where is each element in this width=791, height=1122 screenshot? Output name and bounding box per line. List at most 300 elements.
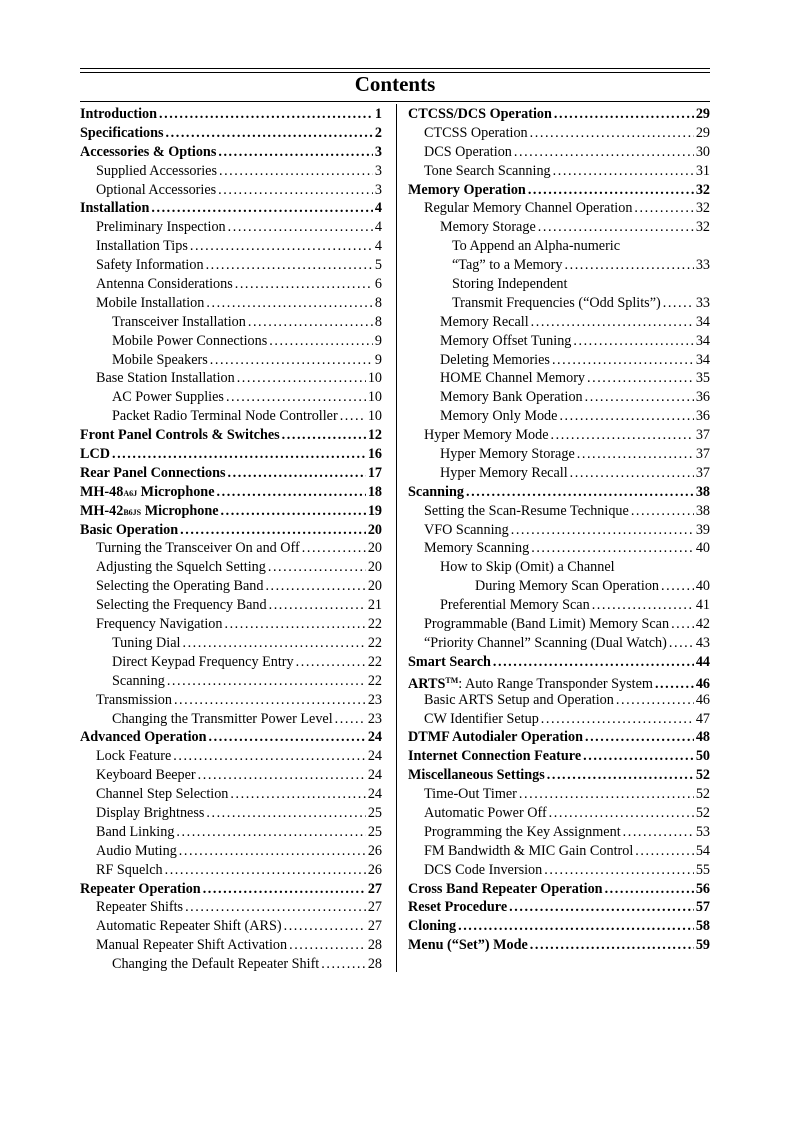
dot-leader: [577, 445, 694, 464]
toc-entry-text: Scanning: [112, 672, 165, 689]
toc-entry-title: [408, 917, 456, 936]
dot-leader: [553, 162, 694, 181]
toc-entry[interactable]: [80, 936, 382, 955]
toc-entry[interactable]: [408, 275, 710, 294]
toc-entry-text: Antenna Considerations: [96, 276, 233, 293]
toc-page-number: 42: [695, 616, 710, 633]
toc-entry-title: [96, 237, 188, 256]
toc-entry[interactable]: [408, 558, 710, 577]
toc-entry-text: Display Brightness: [96, 804, 205, 821]
toc-page-number: 46: [695, 691, 710, 708]
toc-page-number: 57: [695, 899, 710, 916]
toc-entry[interactable]: [80, 464, 382, 483]
toc-entry-text: Time-Out Timer: [424, 786, 517, 803]
toc-entry-title: [440, 218, 536, 237]
toc-entry-title: [80, 521, 178, 540]
toc-entry[interactable]: [408, 521, 710, 540]
toc-page-number: 27: [367, 899, 382, 916]
toc-entry[interactable]: [80, 256, 382, 275]
toc-entry[interactable]: [408, 596, 710, 615]
toc-entry-title: [96, 218, 226, 237]
toc-entry[interactable]: [408, 710, 710, 729]
dot-leader: [289, 936, 366, 955]
toc-entry[interactable]: [408, 483, 710, 502]
dot-leader: [671, 615, 694, 634]
toc-entry-text: Transmit Frequencies (“Odd Splits”): [452, 294, 661, 311]
toc-entry-text: Audio Muting: [96, 842, 177, 859]
toc-page-number: 28: [367, 956, 382, 973]
toc-entry[interactable]: [80, 955, 382, 974]
dot-leader: [235, 275, 373, 294]
toc-entry[interactable]: [80, 653, 382, 672]
toc-page-number: 28: [367, 937, 382, 954]
toc-page-number: 41: [695, 597, 710, 614]
toc-entry-text: Changing the Default Repeater Shift: [112, 956, 320, 973]
toc-entry-title: [424, 842, 633, 861]
dot-leader: [218, 181, 373, 200]
toc-page-number: 55: [695, 861, 710, 878]
toc-entry-title: [96, 369, 235, 388]
toc-entry-text: Safety Information: [96, 257, 204, 274]
toc-entry-text: Advanced Operation: [80, 729, 207, 746]
dot-leader: [112, 445, 366, 464]
toc-page-number: 22: [367, 634, 382, 651]
toc-page-number: 2: [374, 124, 382, 141]
toc-right-column: [408, 105, 710, 955]
toc-page-number: 10: [367, 408, 382, 425]
toc-page-number: 47: [695, 710, 710, 727]
toc-entry[interactable]: [80, 691, 382, 710]
toc-entry-title: [440, 332, 571, 351]
toc-entry-text: Manual Repeater Shift Activation: [96, 937, 288, 954]
toc-entry[interactable]: [408, 294, 710, 313]
header-rule-bottom: [80, 101, 710, 102]
toc-entry[interactable]: [408, 653, 710, 672]
toc-entry[interactable]: [408, 747, 710, 766]
toc-entry[interactable]: [408, 332, 710, 351]
toc-page-number: 20: [367, 540, 382, 557]
dot-leader: [530, 936, 694, 955]
toc-entry[interactable]: [80, 313, 382, 332]
toc-entry[interactable]: [80, 483, 382, 502]
toc-page-number: 44: [695, 653, 710, 670]
dot-leader: [466, 483, 694, 502]
toc-entry-title: [96, 577, 263, 596]
toc-entry-text: Selecting the Operating Band: [96, 578, 264, 595]
toc-entry-title: [408, 747, 581, 766]
toc-page-number: 16: [367, 446, 382, 463]
toc-entry-title: [440, 445, 575, 464]
toc-entry[interactable]: [80, 804, 382, 823]
toc-page-number: 3: [374, 181, 382, 198]
toc-entry[interactable]: [408, 445, 710, 464]
toc-page-number: 8: [374, 313, 382, 330]
toc-entry-text: Automatic Repeater Shift (ARS): [96, 918, 282, 935]
toc-page-number: 1: [374, 106, 382, 122]
toc-entry[interactable]: [408, 143, 710, 162]
toc-entry-title: [96, 804, 204, 823]
toc-page-number: 37: [695, 427, 710, 444]
toc-entry-text: “Tag” to a Memory: [452, 257, 563, 274]
toc-entry-title: [112, 710, 333, 729]
dot-leader: [180, 521, 366, 540]
toc-page-number: 6: [374, 276, 382, 293]
toc-entry-text: Preliminary Inspection: [96, 219, 226, 236]
toc-entry[interactable]: [408, 426, 710, 445]
toc-entry[interactable]: [80, 502, 382, 521]
toc-entry-title: [80, 445, 110, 464]
toc-entry[interactable]: [80, 577, 382, 596]
toc-entry[interactable]: [408, 917, 710, 936]
toc-entry[interactable]: [80, 880, 382, 899]
toc-entry[interactable]: [408, 218, 710, 237]
toc-page-number: 38: [695, 502, 710, 519]
toc-entry[interactable]: [80, 445, 382, 464]
toc-entry-title: [452, 256, 563, 275]
toc-entry[interactable]: [80, 728, 382, 747]
dot-leader: [528, 181, 694, 200]
toc-entry-title: [408, 936, 528, 955]
toc-entry-text: Frequency Navigation: [96, 616, 223, 633]
toc-entry[interactable]: [80, 842, 382, 861]
toc-page-number: 18: [367, 483, 382, 500]
toc-page-number: 33: [695, 257, 710, 274]
dot-leader: [583, 747, 694, 766]
dot-leader: [493, 653, 694, 672]
toc-entry-text: Programmable (Band Limit) Memory Scan: [424, 616, 670, 633]
toc-entry[interactable]: [80, 294, 382, 313]
toc-entry[interactable]: [408, 388, 710, 407]
dot-leader: [166, 124, 373, 143]
toc-page-number: 52: [695, 767, 710, 784]
dot-leader: [559, 407, 693, 426]
toc-page-number: 40: [695, 540, 710, 557]
toc-entry[interactable]: [80, 917, 382, 936]
toc-entry-text: Tuning Dial: [112, 634, 181, 651]
toc-entry-title: [112, 407, 338, 426]
toc-page-number: 52: [695, 804, 710, 821]
toc-entry-text: Keyboard Beeper: [96, 767, 196, 784]
toc-entry-title: [408, 653, 491, 672]
toc-entry-text: Cross Band Repeater Operation: [408, 880, 603, 897]
dot-leader: [541, 710, 694, 729]
toc-entry-title: [440, 407, 557, 426]
toc-entry-text: Storing Independent: [452, 276, 568, 293]
toc-page-number: 53: [695, 823, 710, 840]
toc-entry-title: [440, 464, 568, 483]
toc-entry-text: Deleting Memories: [440, 351, 550, 368]
toc-entry[interactable]: [80, 823, 382, 842]
toc-entry[interactable]: [408, 464, 710, 483]
toc-entry-title: [112, 653, 294, 672]
toc-entry[interactable]: [80, 634, 382, 653]
dot-leader: [269, 596, 366, 615]
toc-page-number: 58: [695, 918, 710, 935]
toc-entry[interactable]: [408, 407, 710, 426]
toc-entry-text: RF Squelch: [96, 861, 163, 878]
toc-entry[interactable]: [408, 199, 710, 218]
toc-entry[interactable]: [80, 615, 382, 634]
model-suffix: A6J: [123, 488, 138, 498]
toc-entry[interactable]: [408, 823, 710, 842]
toc-entry-title: [112, 634, 180, 653]
toc-entry[interactable]: [80, 766, 382, 785]
toc-entry[interactable]: [80, 218, 382, 237]
toc-entry-title: [96, 691, 172, 710]
toc-entry-title: [452, 294, 661, 313]
toc-entry[interactable]: [80, 388, 382, 407]
toc-entry-text: Internet Connection Feature: [408, 748, 582, 765]
toc-page-number: 32: [695, 181, 710, 198]
toc-entry-title: [80, 124, 164, 143]
toc-entry-text: Direct Keypad Frequency Entry: [112, 653, 294, 670]
dot-leader: [635, 842, 694, 861]
toc-entry[interactable]: [80, 861, 382, 880]
toc-entry-title: [440, 351, 550, 370]
dot-leader: [509, 898, 694, 917]
toc-entry-text: Hyper Memory Storage: [440, 446, 575, 463]
toc-entry-title: [424, 804, 547, 823]
toc-entry-text: Memory Offset Tuning: [440, 332, 572, 349]
toc-page-number: 25: [367, 804, 382, 821]
toc-entry-text: CTCSS Operation: [424, 124, 528, 141]
toc-entry-text-suffix: Microphone: [141, 502, 219, 519]
toc-entry[interactable]: [408, 181, 710, 200]
toc-entry[interactable]: [408, 785, 710, 804]
dot-leader: [565, 256, 694, 275]
toc-entry-title: [424, 539, 529, 558]
toc-entry[interactable]: [408, 369, 710, 388]
toc-page-number: 59: [695, 937, 710, 954]
toc-entry-text: Memory Bank Operation: [440, 389, 583, 406]
toc-entry[interactable]: [408, 936, 710, 955]
toc-entry-text: AC Power Supplies: [112, 389, 224, 406]
toc-entry-text: Front Panel Controls & Switches: [80, 427, 280, 444]
toc-entry-text: Transmission: [96, 691, 172, 708]
toc-entry[interactable]: [80, 539, 382, 558]
toc-entry-text: Basic ARTS Setup and Operation: [424, 691, 614, 708]
dot-leader: [159, 105, 373, 124]
toc-page-number: 20: [367, 578, 382, 595]
toc-entry[interactable]: [408, 766, 710, 785]
toc-entry-text: ARTS: [408, 675, 446, 692]
toc-entry[interactable]: [80, 143, 382, 162]
toc-page-number: 31: [695, 162, 710, 179]
toc-entry-text: Regular Memory Channel Operation: [424, 200, 633, 217]
toc-entry[interactable]: [408, 313, 710, 332]
toc-left-column: [80, 105, 382, 974]
toc-page-number: 54: [695, 842, 710, 859]
toc-page-number: 34: [695, 332, 710, 349]
toc-entry[interactable]: [408, 861, 710, 880]
dot-leader: [206, 294, 373, 313]
toc-entry[interactable]: [408, 351, 710, 370]
toc-entry-title: [96, 596, 267, 615]
dot-leader: [176, 823, 365, 842]
toc-entry[interactable]: [80, 710, 382, 729]
toc-entry-text: DCS Code Inversion: [424, 861, 543, 878]
toc-entry-title: [80, 105, 157, 124]
trademark-mark: TM: [445, 675, 459, 685]
toc-entry-text: Band Linking: [96, 823, 175, 840]
toc-entry-title: [408, 898, 507, 917]
toc-entry-text: MH-48: [80, 483, 124, 500]
toc-entry-text: Base Station Installation: [96, 370, 235, 387]
toc-entry-text: Lock Feature: [96, 748, 172, 765]
toc-entry-text: Installation Tips: [96, 238, 188, 255]
toc-entry-title: [96, 615, 222, 634]
toc-page-number: 32: [695, 219, 710, 236]
dot-leader: [544, 861, 694, 880]
toc-entry-title: [112, 955, 319, 974]
toc-entry[interactable]: [408, 672, 710, 691]
dot-leader: [634, 199, 693, 218]
toc-page-number: 24: [367, 767, 382, 784]
toc-page-number: 27: [367, 880, 382, 897]
toc-page-number: 23: [367, 710, 382, 727]
toc-page-number: 36: [695, 408, 710, 425]
toc-entry-title: [96, 558, 266, 577]
toc-page-number: 3: [374, 143, 382, 160]
dot-leader: [228, 218, 373, 237]
toc-entry-title: [408, 880, 603, 899]
toc-entry[interactable]: [80, 369, 382, 388]
toc-entry-title: [80, 502, 219, 523]
toc-entry-title: [424, 710, 539, 729]
toc-entry[interactable]: [408, 124, 710, 143]
toc-page-number: 4: [374, 219, 382, 236]
toc-page-number: 8: [374, 294, 382, 311]
toc-entry[interactable]: [80, 181, 382, 200]
dot-leader: [174, 691, 366, 710]
toc-entry[interactable]: [408, 615, 710, 634]
toc-entry[interactable]: [408, 634, 710, 653]
dot-leader: [203, 880, 366, 899]
toc-entry-text: Basic Operation: [80, 521, 179, 538]
toc-page-number: 5: [374, 257, 382, 274]
toc-entry-text: Setting the Scan-Resume Technique: [424, 502, 629, 519]
toc-page-number: 10: [367, 370, 382, 387]
toc-page-number: 37: [695, 464, 710, 481]
dot-leader: [663, 294, 694, 313]
toc-entry-text: Turning the Transceiver On and Off: [96, 540, 300, 557]
toc-entry-title: [112, 672, 165, 691]
toc-entry-text: Memory Scanning: [424, 540, 530, 557]
toc-entry[interactable]: [80, 672, 382, 691]
dot-leader: [573, 332, 693, 351]
dot-leader: [296, 653, 366, 672]
dot-leader: [511, 521, 694, 540]
toc-entry[interactable]: [408, 898, 710, 917]
toc-entry[interactable]: [80, 199, 382, 218]
toc-entry[interactable]: [408, 502, 710, 521]
dot-leader: [268, 558, 366, 577]
dot-leader: [217, 483, 366, 502]
toc-entry-title: [424, 199, 632, 218]
toc-entry-title: [424, 785, 517, 804]
toc-page-number: 23: [367, 691, 382, 708]
dot-leader: [585, 728, 694, 747]
toc-entry-text: Specifications: [80, 124, 164, 141]
toc-entry[interactable]: [408, 237, 710, 256]
toc-entry[interactable]: [80, 426, 382, 445]
toc-entry-text: Programming the Key Assignment: [424, 823, 621, 840]
dot-leader: [284, 917, 366, 936]
dot-leader: [179, 842, 366, 861]
toc-entry[interactable]: [408, 577, 710, 596]
toc-entry-title: [96, 256, 204, 275]
toc-entry-title: [112, 351, 208, 370]
toc-page-number: 22: [367, 653, 382, 670]
toc-page-number: 34: [695, 351, 710, 368]
toc-entry[interactable]: [408, 880, 710, 899]
toc-entry-title: [440, 369, 585, 388]
dot-leader: [210, 351, 373, 370]
toc-entry[interactable]: [408, 728, 710, 747]
toc-page-number: 17: [367, 464, 382, 481]
dot-leader: [538, 218, 694, 237]
toc-entry-title: [408, 766, 545, 785]
dot-leader: [185, 898, 366, 917]
toc-entry[interactable]: [80, 521, 382, 540]
toc-entry[interactable]: [80, 275, 382, 294]
toc-entry[interactable]: [408, 256, 710, 275]
dot-leader: [616, 691, 694, 710]
toc-page-number: 9: [374, 351, 382, 368]
toc-entry[interactable]: [80, 898, 382, 917]
toc-page-number: 25: [367, 823, 382, 840]
toc-page-number: 32: [695, 200, 710, 217]
toc-entry[interactable]: [80, 407, 382, 426]
dot-leader: [173, 747, 366, 766]
toc-entry[interactable]: [80, 332, 382, 351]
toc-entry-text: Memory Operation: [408, 181, 526, 198]
toc-entry[interactable]: [80, 124, 382, 143]
toc-entry[interactable]: [80, 558, 382, 577]
toc-entry[interactable]: [408, 539, 710, 558]
dot-leader: [226, 388, 366, 407]
toc-entry[interactable]: [80, 237, 382, 256]
toc-entry-text: Transceiver Installation: [112, 313, 246, 330]
toc-entry[interactable]: [80, 162, 382, 181]
toc-entry-title: [96, 785, 228, 804]
toc-entry[interactable]: [408, 105, 710, 124]
toc-entry-text: Packet Radio Terminal Node Controller: [112, 408, 338, 425]
toc-entry-title: [424, 861, 542, 880]
toc-page-number: 34: [695, 313, 710, 330]
toc-page-number: 3: [374, 162, 382, 179]
toc-entry[interactable]: [408, 804, 710, 823]
toc-entry[interactable]: [80, 785, 382, 804]
toc-entry[interactable]: [80, 747, 382, 766]
toc-entry[interactable]: [80, 105, 382, 124]
toc-entry[interactable]: [408, 691, 710, 710]
toc-entry-title: [80, 199, 149, 218]
toc-entry[interactable]: [408, 842, 710, 861]
toc-entry[interactable]: [80, 351, 382, 370]
dot-leader: [218, 143, 373, 162]
dot-leader: [554, 105, 694, 124]
toc-entry[interactable]: [408, 162, 710, 181]
toc-page-number: 39: [695, 521, 710, 538]
dot-leader: [269, 332, 373, 351]
toc-entry-text: FM Bandwidth & MIC Gain Control: [424, 842, 634, 859]
dot-leader: [230, 785, 365, 804]
toc-entry-title: [424, 162, 551, 181]
dot-leader: [151, 199, 373, 218]
toc-entry[interactable]: [80, 596, 382, 615]
toc-entry-title: [96, 823, 174, 842]
